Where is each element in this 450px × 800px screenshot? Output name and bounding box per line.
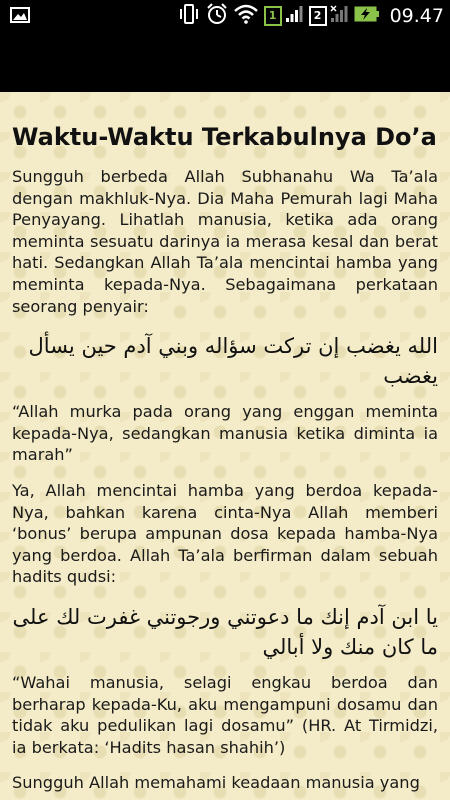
article-paragraph: “Wahai manusia, selagi engkau berdoa dan berharap kepada-Ku, aku mengampuni dosamu dan tidak aku pedulikan lagi dosamu” (HR. At Tirmidzi, ia berkata: ‘Hadits hasan shahih’) (12, 672, 438, 757)
article-paragraph: “Allah murka pada orang yang enggan meminta kepada-Nya, sedangkan manusia ketika diminta ia marah” (12, 402, 438, 465)
battery-charging-icon (354, 6, 380, 26)
clock: 09.47 (389, 5, 444, 27)
article-paragraph: Sungguh berbeda Allah Subhanahu Wa Ta’ala dengan makhluk-Nya. Dia Maha Pemurah lagi Maha Penyayang. Lihatlah manusia, ketika ada orang meminta sesuatu darinya ia merasa kesal dan berat hati. Sedangkan Allah Ta’ala mencintai hamba yang meminta kepada-Nya. Sebagaimana perkataan seorang penyair: (12, 167, 438, 316)
alarm-icon (206, 3, 228, 29)
article-title: Waktu-Waktu Terkabulnya Do’a (12, 123, 437, 151)
arabic-verse: الله يغضب إن تركت سؤاله وبني آدم حين يسأل يغضب (28, 334, 438, 389)
signal-icon (285, 5, 303, 27)
sim2-badge: 2 (309, 6, 327, 26)
status-bar (0, 0, 450, 32)
arabic-verse: يا ابن آدم إنك ما دعوتني ورجوتني غفرت لك على ما كان منك ولا أبالي (12, 604, 438, 659)
toolbar-area (0, 32, 450, 92)
wifi-icon (234, 4, 258, 28)
article-view[interactable] (0, 92, 450, 800)
vibrate-icon (178, 4, 200, 28)
article-paragraph: Sungguh Allah memahami keadaan manusia yang (12, 773, 420, 793)
image-icon (10, 7, 30, 27)
sim1-badge: 1 (264, 6, 282, 26)
article-paragraph: Ya, Allah mencintai hamba yang berdoa kepada-Nya, bahkan karena cinta-Nya Allah memberi ‘bonus’ berupa ampunan dosa kepada hamba-Nya yang berdoa. Allah Ta’ala berfirman dalam sebuah hadits qudsi: (12, 480, 438, 587)
signal-icon (330, 5, 348, 27)
